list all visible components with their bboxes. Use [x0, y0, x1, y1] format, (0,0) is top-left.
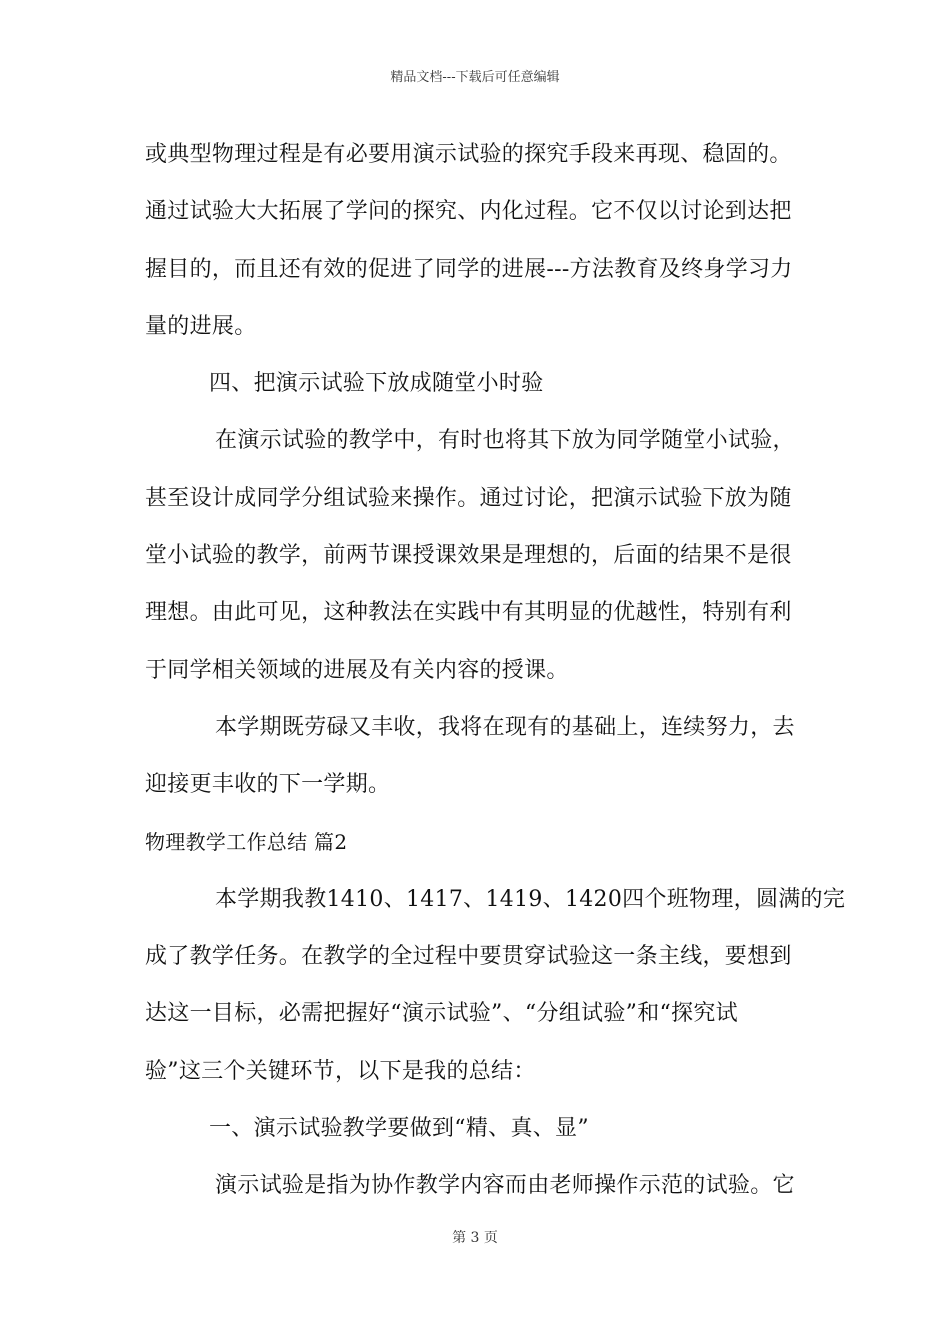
text-line: 于同学相关领域的进展及有关内容的授课。 [145, 657, 569, 683]
text-line: 演示试验是指为协作教学内容而由老师操作示范的试验。它 [215, 1173, 795, 1199]
text-line: 或典型物理过程是有必要用演示试验的探究手段来再现、稳固的。 [145, 142, 792, 167]
document-title: 物理教学工作总结 篇2 [145, 829, 348, 854]
page-header: 精品文档---下载后可任意编辑 [390, 70, 560, 85]
section-heading: 一、演示试验教学要做到“精、真、显” [209, 1116, 589, 1142]
text-line: 迎接更丰收的下一学期。 [145, 772, 391, 798]
page-number: 第 3 页 [452, 1230, 498, 1246]
text-line: 通过试验大大拓展了学问的探究、内化过程。它不仅以讨论到达把 [145, 199, 792, 225]
text-line: 甚至设计成同学分组试验来操作。通过讨论，把演示试验下放为随 [145, 485, 792, 511]
text-line: 本学期我教1410、1417、1419、1420四个班物理，圆满的完 [215, 886, 846, 912]
text-line: 握目的，而且还有效的促进了同学的进展---方法教育及终身学习力 [145, 256, 793, 282]
text-line: 达这一目标，必需把握好“演示试验”、“分组试验”和“探究试 [145, 1001, 738, 1027]
text-line: 堂小试验的教学，前两节课授课效果是理想的，后面的结果不是很 [145, 543, 792, 569]
section-heading: 四、把演示试验下放成随堂小时验 [209, 371, 544, 397]
text-line: 成了教学任务。在教学的全过程中要贯穿试验这一条主线，要想到 [145, 944, 792, 970]
text-line: 本学期既劳碌又丰收，我将在现有的基础上，连续努力，去 [215, 714, 795, 740]
document-body [145, 126, 846, 1215]
text-line: 在演示试验的教学中，有时也将其下放为同学随堂小试验， [215, 428, 795, 454]
text-line: 理想。由此可见，这种教法在实践中有其明显的优越性，特别有利 [145, 600, 792, 626]
text-line: 量的进展。 [145, 313, 257, 339]
text-line: 验”这三个关键环节，以下是我的总结： [145, 1058, 536, 1084]
